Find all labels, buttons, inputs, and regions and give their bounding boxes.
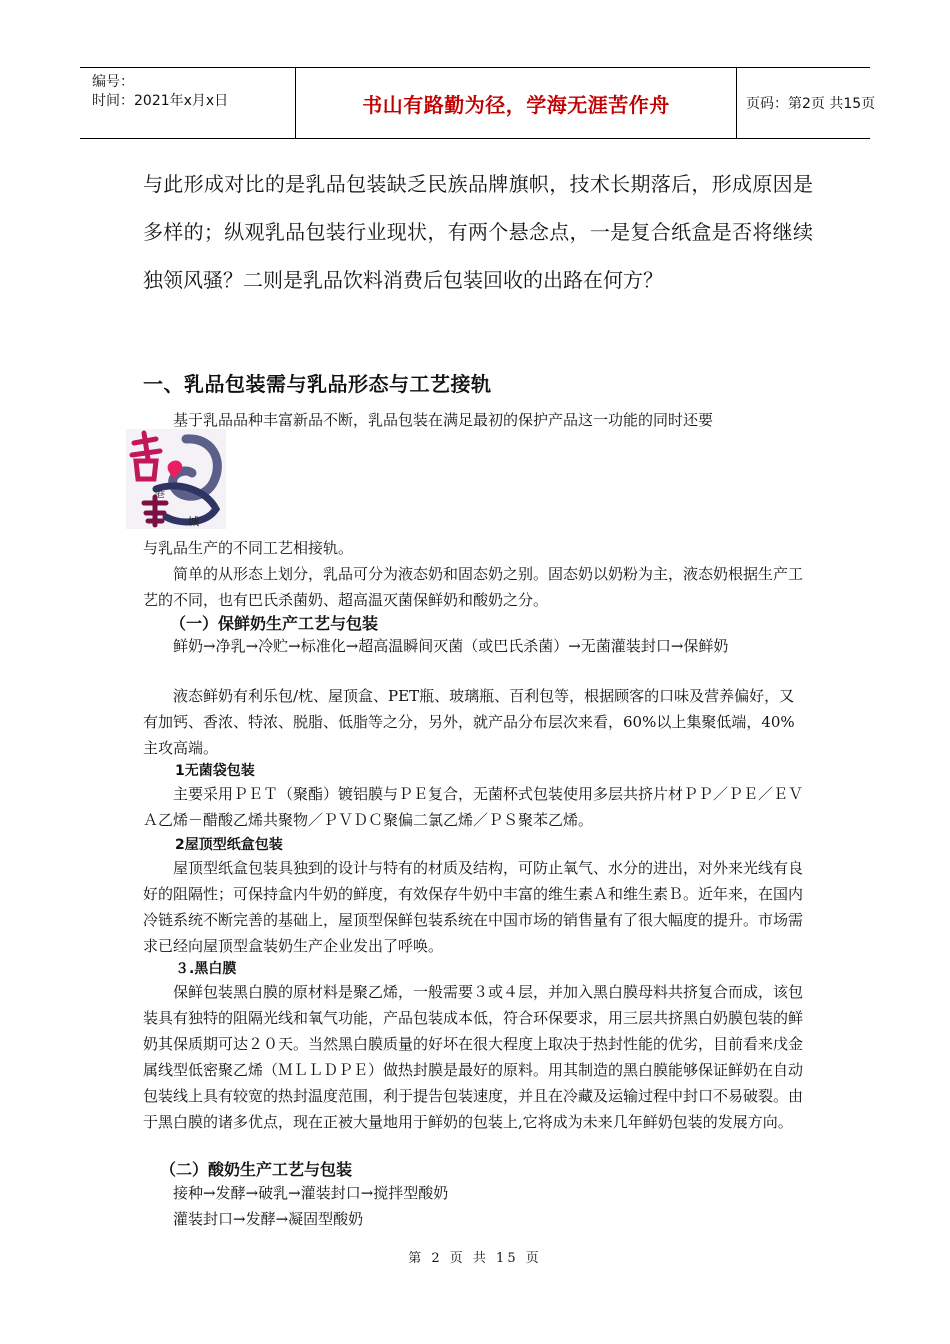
item2-heading: 2屋顶型纸盒包装	[175, 837, 283, 853]
subsection1-description: 液态鲜奶有利乐包/枕、屋顶盒、PET瓶、玻璃瓶、百利包等，根据顾客的口味及营养偏好，又有加钙、香浓、特浓、脱脂、低脂等之分，另外，就产品分布层次来看，60%以上集聚低端，40%主攻高端。	[143, 687, 795, 757]
header-meta	[80, 68, 295, 138]
svg-text:港: 港	[154, 487, 165, 500]
intro-paragraph: 与此形成对比的是乳品包装缺乏民族品牌旗帜，技术长期落后，形成原因是多样的；纵观乳品包装行业现状，有两个悬念点，一是复合纸盒是否将继续独领风骚？二则是乳品饮料消费后包装回收的出路在何方？	[143, 172, 813, 292]
header-motto-cell	[295, 68, 737, 138]
item3-text: 保鲜包装黑白膜的原材料是聚乙烯，一般需要３或４层，并加入黑白膜母料共挤复合而成，该包装具有独特的阻隔光线和氧气功能，产品包装成本低，符合环保要求，用三层共挤黑白奶膜包装的鲜奶其保质期可达２０天。当然黑白膜质量的好坏在很大程度上取决于热封性能的优劣，目前看来戊金属线型低密聚乙烯（ＭＬＬＤＰＥ）做热封膜是最好的原料。用其制造的黑白膜能够保证鲜奶在自动包装线上具有较宽的热封温度范围，利于提告包装速度，并且在冷藏及运输过程中封口不易破裂。由于黑白膜的诸多优点，现在正被大量地用于鲜奶的包装上,它将成为未来几年鲜奶包装的发展方向。	[143, 983, 804, 1131]
subsection1-process-flow: 鲜奶→净乳→冷贮→标准化→超高温瞬间灭菌（或巴氏杀菌）→无菌灌装封口→保鲜奶	[173, 637, 729, 655]
item1-heading: 1无菌袋包装	[175, 763, 255, 779]
company-logo	[126, 429, 226, 529]
section-heading: 一、乳品包装需与乳品形态与工艺接轨	[143, 372, 492, 396]
document-time-label: 时间：2021年x月x日	[92, 93, 229, 109]
item2-text: 屋顶型纸盒包装具独到的设计与特有的材质及结构，可防止氧气、水分的进出，对外来光线有良好的阻隔性；可保持盒内牛奶的鲜度，有效保存牛奶中丰富的维生素Ａ和维生素Ｂ。近年来，在国内冷链系统不断完善的基础上，屋顶型保鲜包装系统在中国市场的销售量有了很大幅度的提升。市场需求已经向屋顶型盒装奶生产企业发出了呼唤。	[143, 859, 804, 955]
document-number-label: 编号：	[92, 74, 134, 90]
svg-text:城: 城	[188, 515, 199, 528]
page-footer: 第 2 页 共 15 页	[408, 1251, 542, 1266]
page-header	[80, 67, 876, 139]
item3-heading: ３.黑白膜	[175, 961, 237, 977]
item1-text: 主要采用ＰＥＴ（聚酯）镀铝膜与ＰＥ复合，无菌杯式包装使用多层共挤片材ＰＰ／ＰＥ／ＥＶＡ乙烯－醋酸乙烯共聚物／ＰＶＤＣ聚偏二氯乙烯／ＰＳ聚苯乙烯。	[143, 785, 804, 829]
section1-paragraph-continued: 与乳品生产的不同工艺相接轨。	[143, 539, 354, 557]
subsection2-heading: （二）酸奶生产工艺与包装	[160, 1160, 353, 1179]
subsection1-heading: （一）保鲜奶生产工艺与包装	[170, 614, 379, 633]
header-page-info: 页码：第2页 共15页	[746, 96, 876, 112]
subsection2-process-stirred: 接种→发酵→破乳→灌装封口→搅拌型酸奶	[173, 1184, 449, 1202]
header-motto: 书山有路勤为径，学海无涯苦作舟	[362, 92, 670, 117]
subsection2-process-set: 灌装封口→发酵→凝固型酸奶	[173, 1210, 364, 1228]
section1-paragraph-2: 简单的从形态上划分，乳品可分为液态奶和固态奶之别。固态奶以奶粉为主，液态奶根据生产工艺的不同，也有巴氏杀菌奶、超高温灭菌保鲜奶和酸奶之分。	[143, 565, 804, 609]
section1-paragraph-first-line: 基于乳品品种丰富新品不断，乳品包装在满足最初的保护产品这一功能的同时还要	[173, 411, 714, 429]
